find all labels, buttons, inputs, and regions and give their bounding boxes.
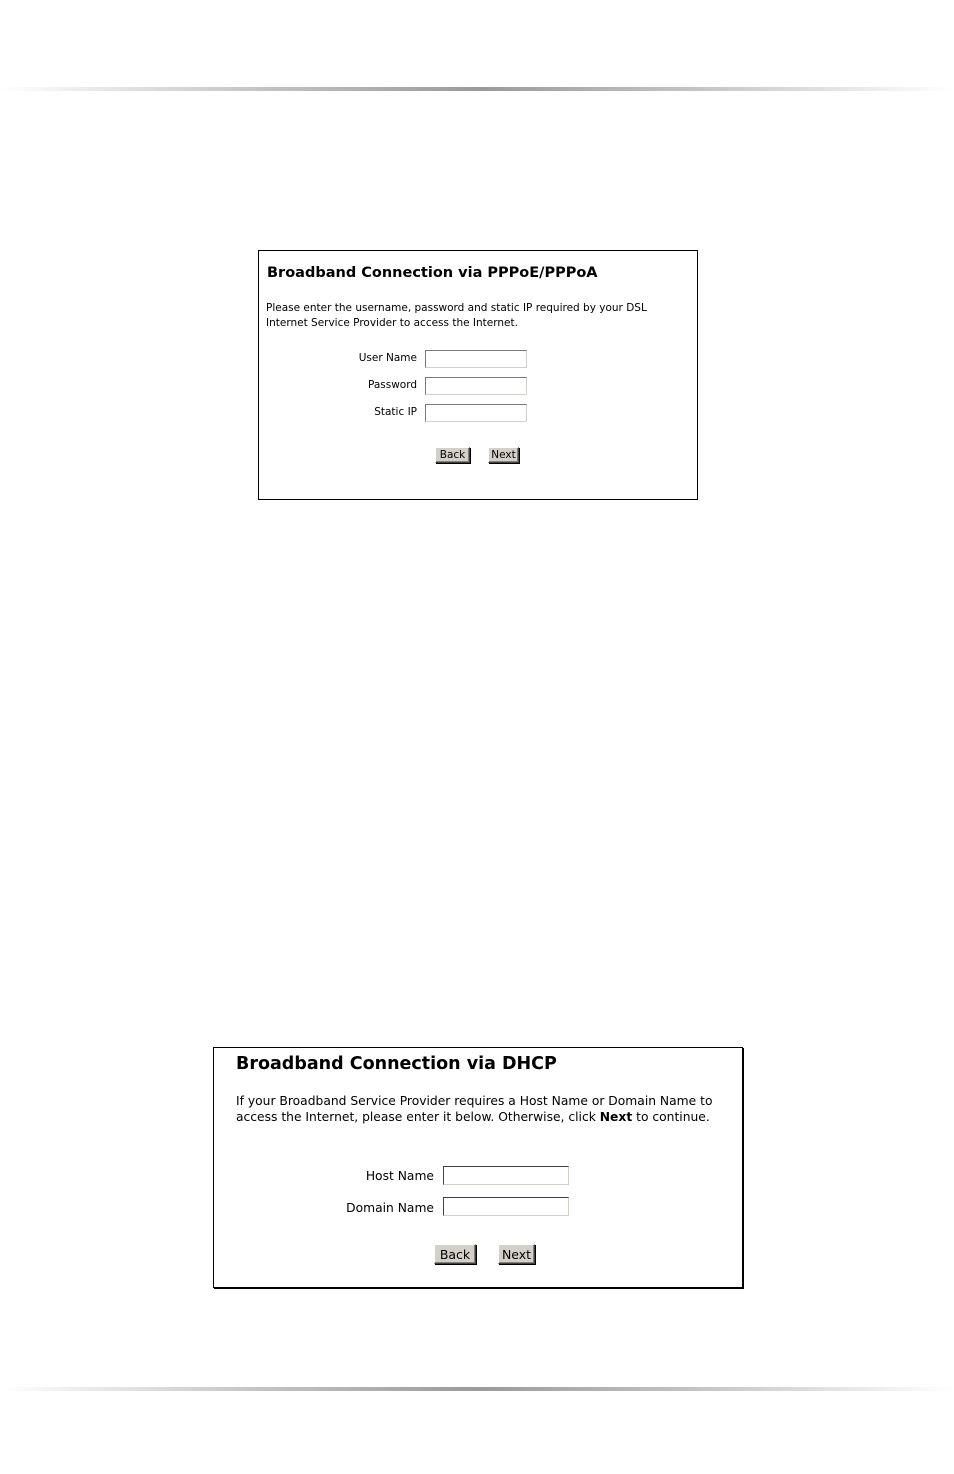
pppoe-back-button[interactable]: Back: [435, 447, 470, 463]
static-ip-input[interactable]: [425, 404, 527, 422]
pppoe-panel-title: Broadband Connection via PPPoE/PPPoA: [267, 265, 598, 281]
host-name-label: Host Name: [365, 1169, 434, 1183]
bottom-divider: [0, 1387, 954, 1391]
user-name-input[interactable]: [425, 350, 527, 368]
static-ip-label: Static IP: [374, 406, 417, 418]
dhcp-back-button[interactable]: Back: [434, 1244, 476, 1264]
password-label: Password: [367, 379, 417, 391]
dhcp-next-button[interactable]: Next: [498, 1244, 535, 1264]
dhcp-panel-description: [236, 1094, 731, 1125]
pppoe-next-button[interactable]: Next: [488, 447, 519, 463]
top-divider: [0, 87, 954, 91]
dhcp-description-text-end: to continue.: [632, 1109, 710, 1124]
user-name-label: User Name: [358, 352, 417, 364]
dhcp-panel-title: Broadband Connection via DHCP: [236, 1054, 557, 1074]
domain-name-label: Domain Name: [346, 1201, 434, 1215]
pppoe-connection-panel: [258, 250, 698, 500]
dhcp-description-text: If your Broadband Service Provider requires a Host Name or Domain Name to access the Internet, please enter it below. Otherwise, click: [236, 1094, 713, 1124]
host-name-input[interactable]: [443, 1166, 569, 1185]
domain-name-input[interactable]: [443, 1197, 569, 1216]
pppoe-panel-description: Please enter the username, password and static IP required by your DSL Internet Service Provider to access the Internet.: [266, 302, 647, 329]
password-input[interactable]: [425, 377, 527, 395]
dhcp-description-next-emphasis: Next: [599, 1109, 633, 1124]
dhcp-connection-panel: [213, 1047, 743, 1288]
